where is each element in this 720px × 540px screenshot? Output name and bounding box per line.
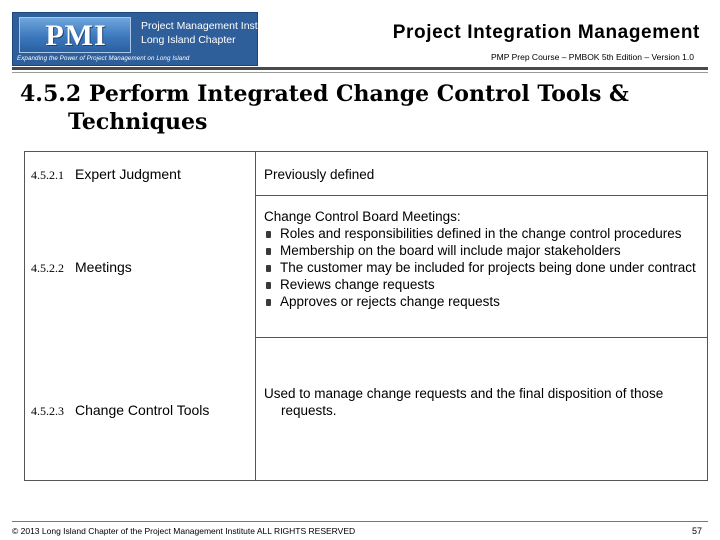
slide-title-line2: Techniques [68,109,208,135]
list-item: Roles and responsibilities defined in the change control procedures [264,225,704,242]
item-number: 4.5.2.3 [31,404,64,418]
header-divider [12,67,708,70]
logo-tagline: Expanding the Power of Project Management on Long Island [17,55,190,62]
item-label [31,259,132,277]
page-number: 57 [691,526,702,536]
slide-title-line1: 4.5.2 Perform Integrated Change Control Tools & [20,81,629,107]
table-row-label-cell [25,152,255,195]
header-divider-thin [12,72,708,73]
list-item: The customer may be included for projects being done under contract [264,259,704,276]
item-name: Meetings [75,259,132,275]
table-row-label-cell [25,337,255,480]
item-number: 4.5.2.2 [31,261,64,275]
footer-divider [12,521,708,522]
item-description: Used to manage change requests and the final disposition of those requests. [264,386,664,418]
item-description: Previously defined [264,167,375,182]
tools-techniques-table [24,151,708,481]
slide-title [20,80,629,136]
list-item: Reviews change requests [264,276,704,293]
header-title: Project Integration Management [392,22,700,43]
item-name: Expert Judgment [75,166,181,182]
logo-chapter-name: Long Island Chapter [141,34,236,46]
bullet-list [264,225,704,310]
list-item: Approves or rejects change requests [264,293,704,310]
table-row-description-cell [255,337,707,480]
item-label [31,166,181,184]
logo-org-name: Project Management Institute [141,20,278,32]
footer-copyright: © 2013 Long Island Chapter of the Project Management Institute ALL RIGHTS RESERVED [12,526,356,536]
table-row-description-cell [255,152,707,195]
pmi-logo-mark [19,17,131,53]
pmi-logo-mark-text: PMI [45,19,107,52]
item-intro: Change Control Board Meetings: [264,209,461,224]
item-name: Change Control Tools [75,402,210,418]
pmi-logo [12,12,278,66]
header-subtitle: PMP Prep Course – PMBOK 5th Edition – Version 1.0 [490,52,694,62]
table-row-label-cell [25,195,255,337]
item-number: 4.5.2.1 [31,168,64,182]
item-label [31,402,209,420]
list-item: Membership on the board will include major stakeholders [264,242,704,259]
item-description [264,208,704,310]
table-row-description-cell [255,195,707,337]
